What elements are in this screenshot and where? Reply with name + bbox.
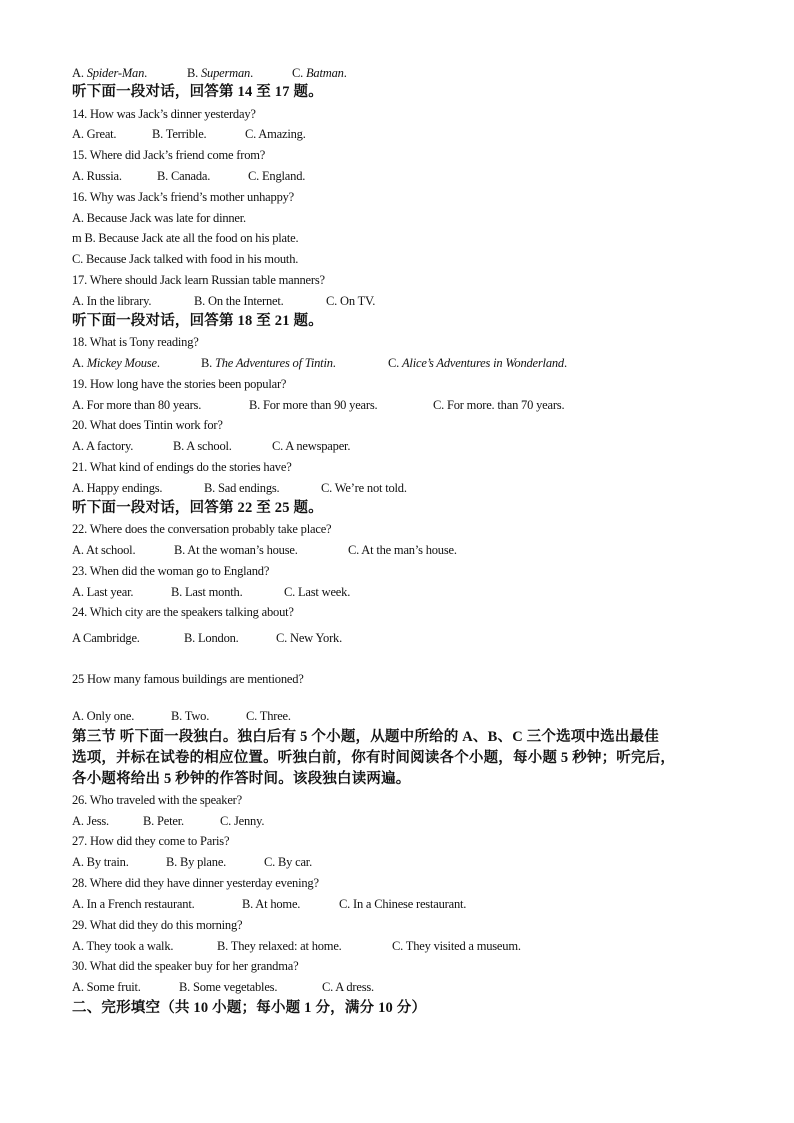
option-c: C. We’re not told. [321,481,407,495]
option-b: B. They relaxed: at home. [217,939,342,953]
option-b: B. Two. [171,709,210,723]
option-a: A. By train. [72,855,129,869]
option-b: B. Sad endings. [204,481,280,495]
option-c: C. England. [248,169,306,183]
question-29: 29. What did they do this morning? [72,918,243,932]
option-c: C. In a Chinese restaurant. [339,897,467,911]
option-a: A. Mickey Mouse. [72,356,160,370]
option-a: A. At school. [72,543,136,557]
question-14: 14. How was Jack’s dinner yesterday? [72,107,256,121]
section-heading-18-21: 听下面一段对话，回答第 18 至 21 题。 [72,313,323,329]
option-b: B. A school. [173,439,232,453]
option-a: A. Great. [72,127,117,141]
option-16-c: C. Because Jack talked with food in his mouth. [72,252,299,266]
question-22: 22. Where does the conversation probably take place? [72,522,332,536]
option-c: C. Amazing. [245,127,306,141]
question-24: 24. Which city are the speakers talking about? [72,605,294,619]
option-a: A. For more than 80 years. [72,398,202,412]
question-25: 25 How many famous buildings are mentioned? [72,672,304,686]
question-28: 28. Where did they have dinner yesterday evening? [72,876,319,890]
section3-instructions-line1: 第三节 听下面一段独白。独白后有 5 个小题，从题中所给的 A、B、C 三个选项中选出最佳 [72,729,659,745]
part2-heading: 二、完形填空（共 10 小题；每小题 1 分，满分 10 分） [72,1000,427,1016]
section-heading-14-17: 听下面一段对话，回答第 14 至 17 题。 [72,84,323,100]
option-b: B. Some vegetables. [179,980,278,994]
option-16-a: A. Because Jack was late for dinner. [72,211,246,225]
option-a: A. A factory. [72,439,134,453]
question-18: 18. What is Tony reading? [72,335,199,349]
section-heading-22-25: 听下面一段对话，回答第 22 至 25 题。 [72,500,323,516]
option-b: B. Last month. [171,585,243,599]
option-b: B. For more than 90 years. [249,398,378,412]
section3-instructions-line3: 各小题将给出 5 秒钟的作答时间。该段独白读两遍。 [72,771,411,787]
question-15: 15. Where did Jack’s friend come from? [72,148,266,162]
option-c: C. They visited a museum. [392,939,521,953]
option-c: C. A newspaper. [272,439,351,453]
option-16-b: m B. Because Jack ate all the food on his plate. [72,231,299,245]
option-c: C. Three. [246,709,291,723]
option-b: B. Canada. [157,169,211,183]
option-a: A. Jess. [72,814,109,828]
question-17: 17. Where should Jack learn Russian table manners? [72,273,325,287]
option-a: A. Only one. [72,709,135,723]
option-b: B. Superman. [187,66,254,80]
option-c: C. A dress. [322,980,374,994]
option-b: B. At the woman’s house. [174,543,298,557]
option-a: A. In a French restaurant. [72,897,195,911]
section3-instructions-line2: 选项，并标在试卷的相应位置。听独白前，你有时间阅读各个小题，每小题 5 秒钟；听完后， [72,750,676,766]
question-21: 21. What kind of endings do the stories have? [72,460,292,474]
option-a: A. Russia. [72,169,122,183]
question-30: 30. What did the speaker buy for her grandma? [72,959,299,973]
option-b: B. Peter. [143,814,184,828]
option-b: B. The Adventures of Tintin. [201,356,336,370]
option-a: A. Last year. [72,585,134,599]
option-c: C. Batman. [292,66,347,80]
option-c: C. By car. [264,855,312,869]
question-27: 27. How did they come to Paris? [72,834,230,848]
option-c: C. On TV. [326,294,376,308]
option-a: A Cambridge. [72,631,140,645]
option-c: C. New York. [276,631,343,645]
question-23: 23. When did the woman go to England? [72,564,270,578]
question-19: 19. How long have the stories been popular? [72,377,287,391]
option-b: B. By plane. [166,855,227,869]
option-c: C. Jenny. [220,814,265,828]
question-16: 16. Why was Jack’s friend’s mother unhappy? [72,190,295,204]
option-c: C. Alice’s Adventures in Wonderland. [388,356,567,370]
option-c: C. For more. than 70 years. [433,398,565,412]
option-b: B. At home. [242,897,301,911]
option-b: B. London. [184,631,239,645]
option-a: A. Some fruit. [72,980,141,994]
question-26: 26. Who traveled with the speaker? [72,793,242,807]
option-b: B. Terrible. [152,127,207,141]
option-c: C. Last week. [284,585,351,599]
option-a: A. They took a walk. [72,939,174,953]
option-c: C. At the man’s house. [348,543,457,557]
option-a: A. Happy endings. [72,481,163,495]
option-a: A. In the library. [72,294,152,308]
option-a: A. Spider-Man. [72,66,148,80]
option-b: B. On the Internet. [194,294,284,308]
question-20: 20. What does Tintin work for? [72,418,223,432]
